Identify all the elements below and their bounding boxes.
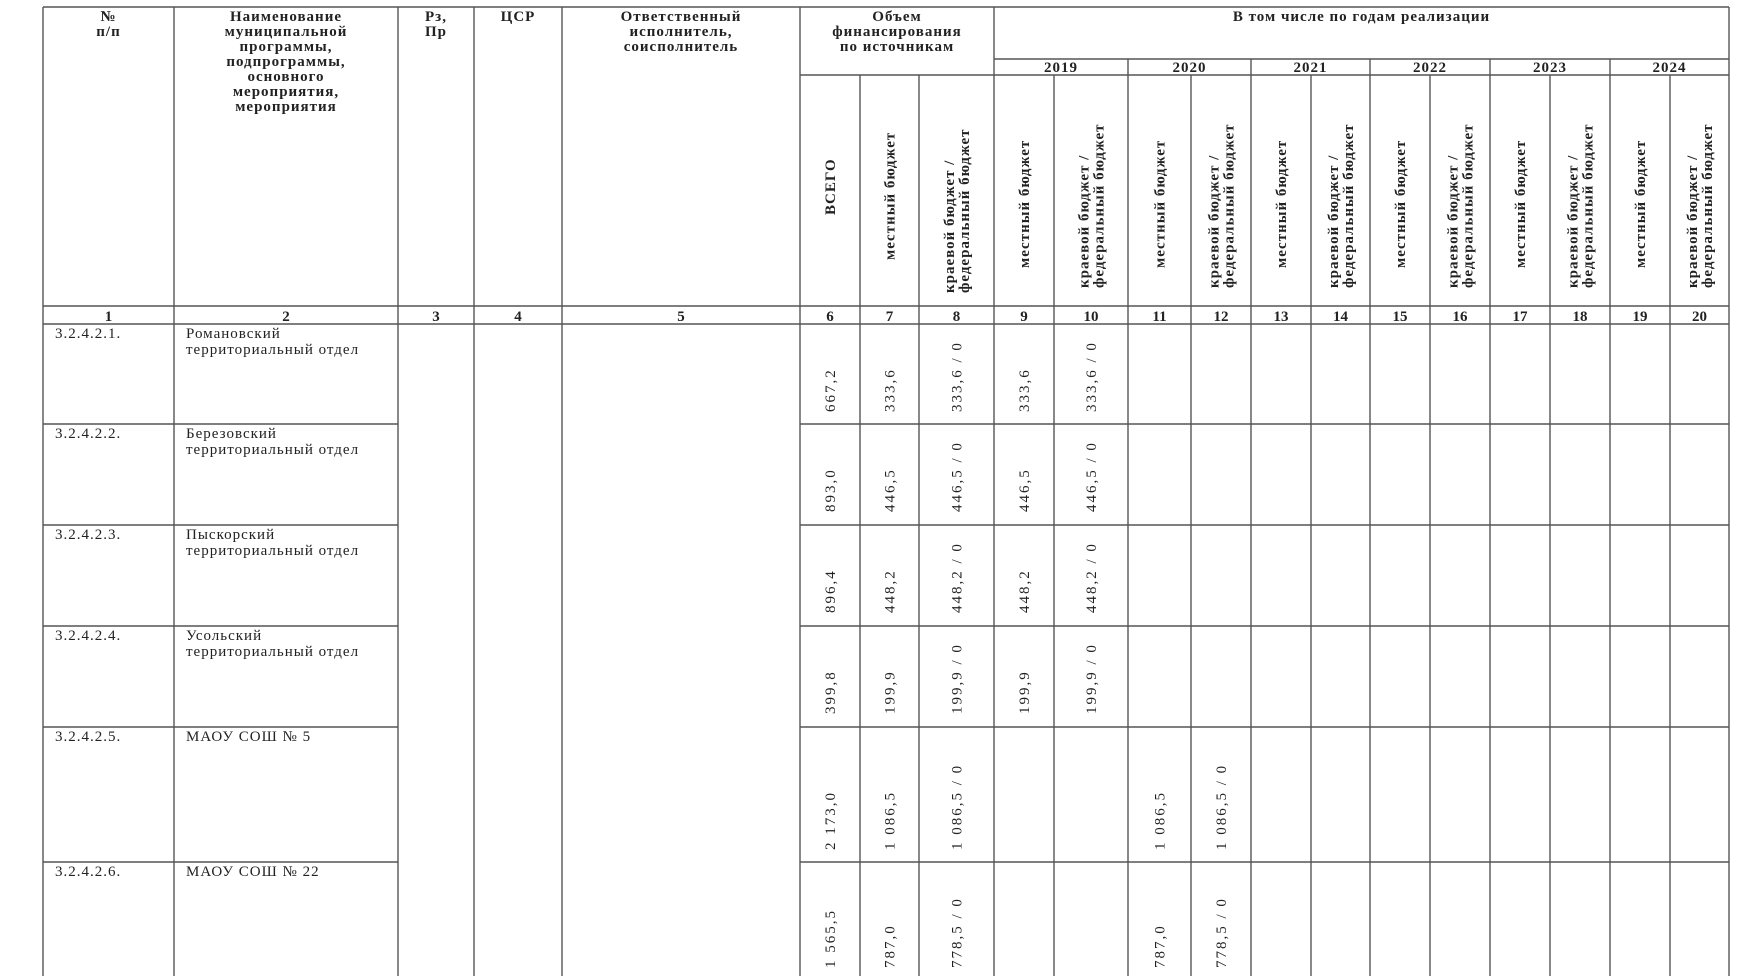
header-regional-budget: федеральный бюджет <box>1221 123 1238 288</box>
header-regional-budget: краевой бюджет / <box>1565 154 1582 288</box>
column-number: 3 <box>432 309 440 325</box>
column-number: 18 <box>1572 309 1588 325</box>
header-name: мероприятия <box>235 99 337 115</box>
row-code: 3.2.4.2.3. <box>55 527 122 543</box>
column-number: 11 <box>1152 309 1167 325</box>
header-regional-budget: краевой бюджет / <box>1326 154 1342 288</box>
column-number: 8 <box>952 309 961 325</box>
value-cell: 1 565,5 <box>823 909 839 968</box>
header-regional-budget: федеральный бюджет <box>1341 123 1357 288</box>
row-name: территориальный отдел <box>186 342 360 358</box>
header-executor: соисполнитель <box>623 39 739 55</box>
value-cell: 893,0 <box>823 468 839 512</box>
year-label-2021: 2021 <box>1293 60 1328 76</box>
header-local-budget: местный бюджет <box>1152 139 1169 268</box>
value-cell: 446,5 <box>882 468 899 512</box>
row-name: МАОУ СОШ № 5 <box>186 729 312 745</box>
value-cell: 199,9 / 0 <box>1084 643 1100 714</box>
column-number: 20 <box>1692 309 1707 325</box>
header-local-budget: местный бюджет <box>882 131 899 260</box>
value-cell: 333,6 / 0 <box>949 341 966 412</box>
header-volume: финансирования <box>832 24 962 40</box>
row-name: Романовский <box>186 326 281 342</box>
value-cell: 778,5 / 0 <box>949 897 966 968</box>
header-rzpr: Рз, <box>425 9 447 25</box>
value-cell: 2 173,0 <box>823 791 839 850</box>
header-regional-budget: краевой бюджет / <box>1206 154 1223 288</box>
value-cell: 1 086,5 / 0 <box>1214 763 1230 850</box>
row-code: 3.2.4.2.6. <box>55 864 122 880</box>
column-number: 1 <box>104 309 113 325</box>
header-name: подпрограммы, <box>226 54 346 70</box>
header-local-budget: местный бюджет <box>1633 139 1649 268</box>
column-number: 14 <box>1333 309 1348 325</box>
value-cell: 778,5 / 0 <box>1214 897 1230 968</box>
header-volume: по источникам <box>839 39 955 55</box>
row-code: 3.2.4.2.4. <box>55 628 122 644</box>
value-cell: 333,6 / 0 <box>1084 341 1100 412</box>
header-local-budget: местный бюджет <box>1513 139 1529 268</box>
header-regional-budget: федеральный бюджет <box>1700 123 1716 288</box>
row-code: 3.2.4.2.2. <box>55 426 122 442</box>
value-cell: 448,2 / 0 <box>949 542 966 613</box>
column-number: 19 <box>1632 309 1648 325</box>
row-name: территориальный отдел <box>186 543 360 559</box>
column-number: 15 <box>1392 309 1408 325</box>
header-name: программы, <box>239 39 333 55</box>
table-text <box>55 9 1716 968</box>
header-regional-budget: краевой бюджет / <box>942 159 958 293</box>
row-code: 3.2.4.2.1. <box>55 326 122 342</box>
row-code: 3.2.4.2.5. <box>55 729 122 745</box>
column-number: 17 <box>1512 309 1528 325</box>
header-local-budget: местный бюджет <box>1274 139 1290 268</box>
header-local-budget: местный бюджет <box>1017 139 1033 268</box>
value-cell: 787,0 <box>882 924 899 968</box>
header-number: п/п <box>96 24 121 40</box>
row-name: территориальный отдел <box>186 644 360 660</box>
header-csr: ЦСР <box>500 9 536 25</box>
value-cell: 399,8 <box>823 670 839 714</box>
value-cell: 787,0 <box>1152 924 1169 968</box>
value-cell: 448,2 <box>1017 569 1033 613</box>
year-label-2023: 2023 <box>1533 60 1567 76</box>
row-name: территориальный отдел <box>186 442 360 458</box>
header-regional-budget: федеральный бюджет <box>1580 123 1597 288</box>
value-cell: 446,5 / 0 <box>1084 441 1100 512</box>
column-number: 12 <box>1213 309 1229 325</box>
year-label-2024: 2024 <box>1652 60 1687 76</box>
column-number: 7 <box>885 309 894 325</box>
year-label-2022: 2022 <box>1413 60 1447 76</box>
header-regional-budget: федеральный бюджет <box>1091 123 1108 288</box>
header-volume: Объем <box>872 9 922 25</box>
header-regional-budget: федеральный бюджет <box>957 128 973 293</box>
row-name: Березовский <box>186 426 277 442</box>
value-cell: 199,9 / 0 <box>949 643 966 714</box>
header-name: мероприятия, <box>232 84 340 100</box>
header-name: Наименование <box>230 9 342 25</box>
value-cell: 448,2 <box>882 569 899 613</box>
column-number: 4 <box>514 309 522 325</box>
header-number: № <box>100 9 117 25</box>
header-name: основного <box>247 69 325 85</box>
header-regional-budget: краевой бюджет / <box>1445 154 1462 288</box>
header-executor: Ответственный <box>620 9 742 25</box>
value-cell: 333,6 <box>882 368 899 412</box>
row-name: МАОУ СОШ № 22 <box>186 864 320 880</box>
column-number: 16 <box>1452 309 1468 325</box>
value-cell: 896,4 <box>823 569 839 613</box>
header-regional-budget: краевой бюджет / <box>1685 154 1701 288</box>
row-name: Усольский <box>186 628 263 644</box>
value-cell: 333,6 <box>1017 368 1033 412</box>
header-local-budget: местный бюджет <box>1393 139 1409 268</box>
header-by-years: В том числе по годам реализации <box>1232 9 1491 25</box>
value-cell: 199,9 <box>1017 670 1033 714</box>
header-name: муниципальной <box>224 24 348 40</box>
value-cell: 448,2 / 0 <box>1084 542 1100 613</box>
header-rzpr: Пр <box>424 24 448 40</box>
value-cell: 667,2 <box>823 368 839 412</box>
year-label-2019: 2019 <box>1044 60 1078 76</box>
row-name: Пыскорский <box>186 527 276 543</box>
header-regional-budget: федеральный бюджет <box>1460 123 1477 288</box>
year-label-2020: 2020 <box>1172 60 1207 76</box>
header-regional-budget: краевой бюджет / <box>1076 154 1093 288</box>
column-number: 2 <box>282 309 290 325</box>
value-cell: 446,5 / 0 <box>949 441 966 512</box>
column-number: 6 <box>826 309 834 325</box>
header-executor: исполнитель, <box>629 24 733 40</box>
value-cell: 199,9 <box>882 670 899 714</box>
column-number: 10 <box>1083 309 1099 325</box>
value-cell: 1 086,5 / 0 <box>949 763 966 850</box>
value-cell: 1 086,5 <box>1152 791 1169 850</box>
column-number: 9 <box>1020 309 1028 325</box>
column-number: 5 <box>677 309 685 325</box>
value-cell: 1 086,5 <box>882 791 899 850</box>
value-cell: 446,5 <box>1017 468 1033 512</box>
column-number: 13 <box>1273 309 1289 325</box>
header-total: ВСЕГО <box>823 158 839 215</box>
